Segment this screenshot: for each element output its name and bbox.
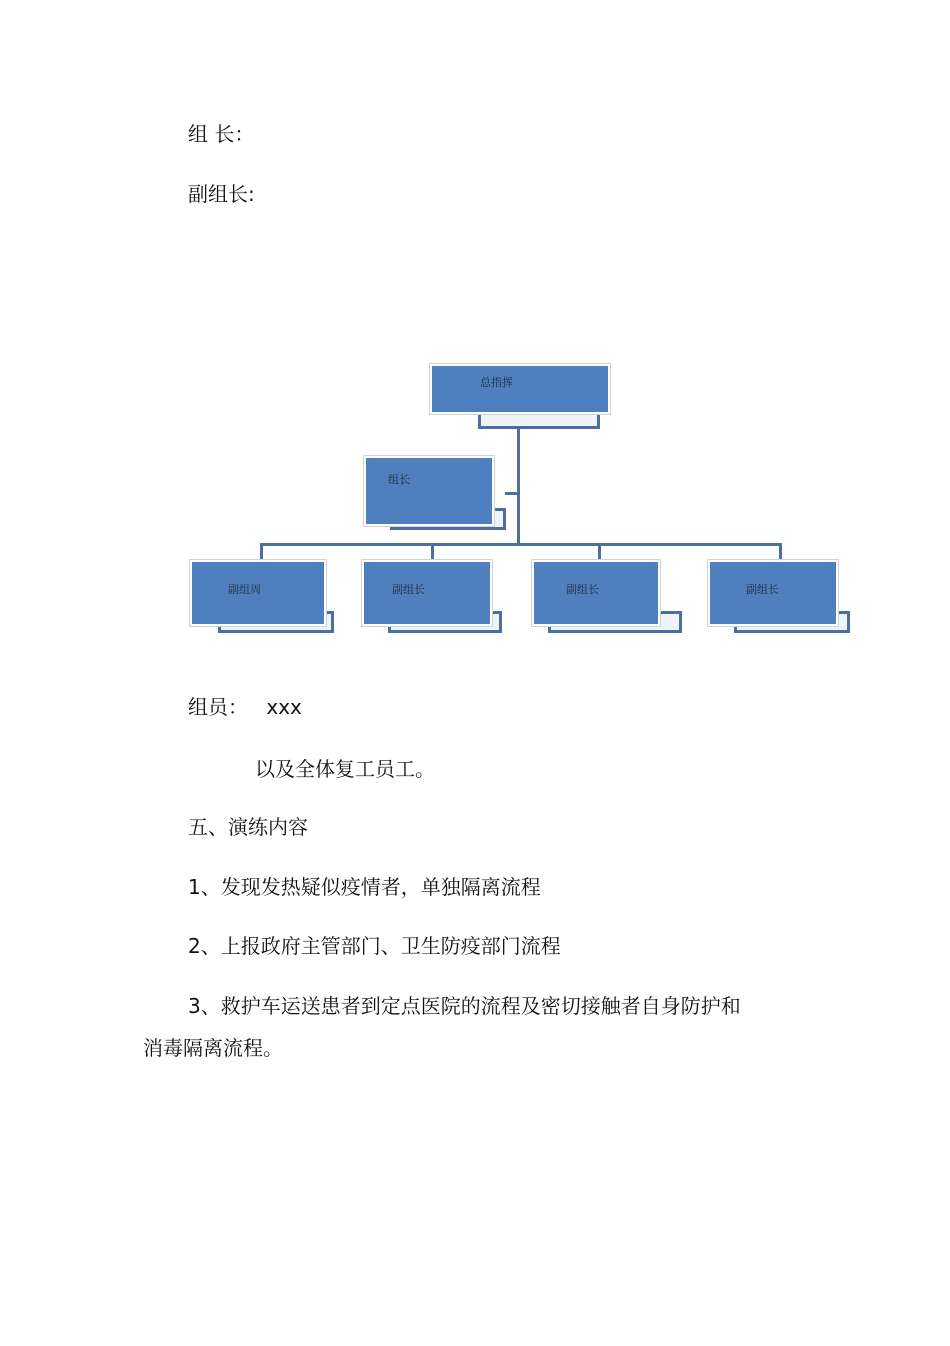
drill-item-2: 2、上报政府主管部门、卫生防疫部门流程 bbox=[188, 934, 561, 958]
members-line bbox=[188, 694, 302, 720]
org-node-assistant-label: 组长 bbox=[388, 473, 410, 486]
leader-line: 组 长： bbox=[188, 122, 255, 146]
org-node-child-4 bbox=[708, 560, 852, 634]
org-node-child-3-label: 副组长 bbox=[566, 583, 599, 596]
org-node-root-label: 总指挥 bbox=[480, 376, 513, 389]
org-node-assistant bbox=[364, 456, 508, 532]
org-node-child-1 bbox=[190, 560, 336, 634]
org-node-root bbox=[430, 364, 610, 430]
org-node-child-2 bbox=[362, 560, 504, 634]
connector-child-3 bbox=[598, 543, 601, 560]
org-node-child-3 bbox=[532, 560, 684, 634]
org-node-child-1-label: 副组周 bbox=[228, 583, 261, 596]
drill-item-3: 3、救护车运送患者到定点医院的流程及密切接触者自身防护和 bbox=[188, 994, 741, 1018]
drill-item-3-continued: 消毒隔离流程。 bbox=[143, 1036, 283, 1060]
deputy-line: 副组长: bbox=[188, 182, 255, 206]
all-staff-line: 以及全体复工员工。 bbox=[255, 757, 435, 781]
members-value: xxx bbox=[266, 695, 302, 719]
connector-child-1 bbox=[260, 543, 263, 560]
members-label: 组员： bbox=[188, 695, 248, 719]
org-node-child-2-label: 副组长 bbox=[392, 583, 425, 596]
connector-child-4 bbox=[779, 543, 782, 560]
connector-child-2 bbox=[431, 543, 434, 560]
section-5-heading: 五、演练内容 bbox=[188, 815, 308, 839]
connector-horizontal bbox=[260, 543, 782, 546]
drill-item-1: 1、发现发热疑似疫情者，单独隔离流程 bbox=[188, 875, 541, 899]
org-node-child-4-label: 副组长 bbox=[746, 583, 779, 596]
connector-root-vertical bbox=[517, 428, 520, 546]
